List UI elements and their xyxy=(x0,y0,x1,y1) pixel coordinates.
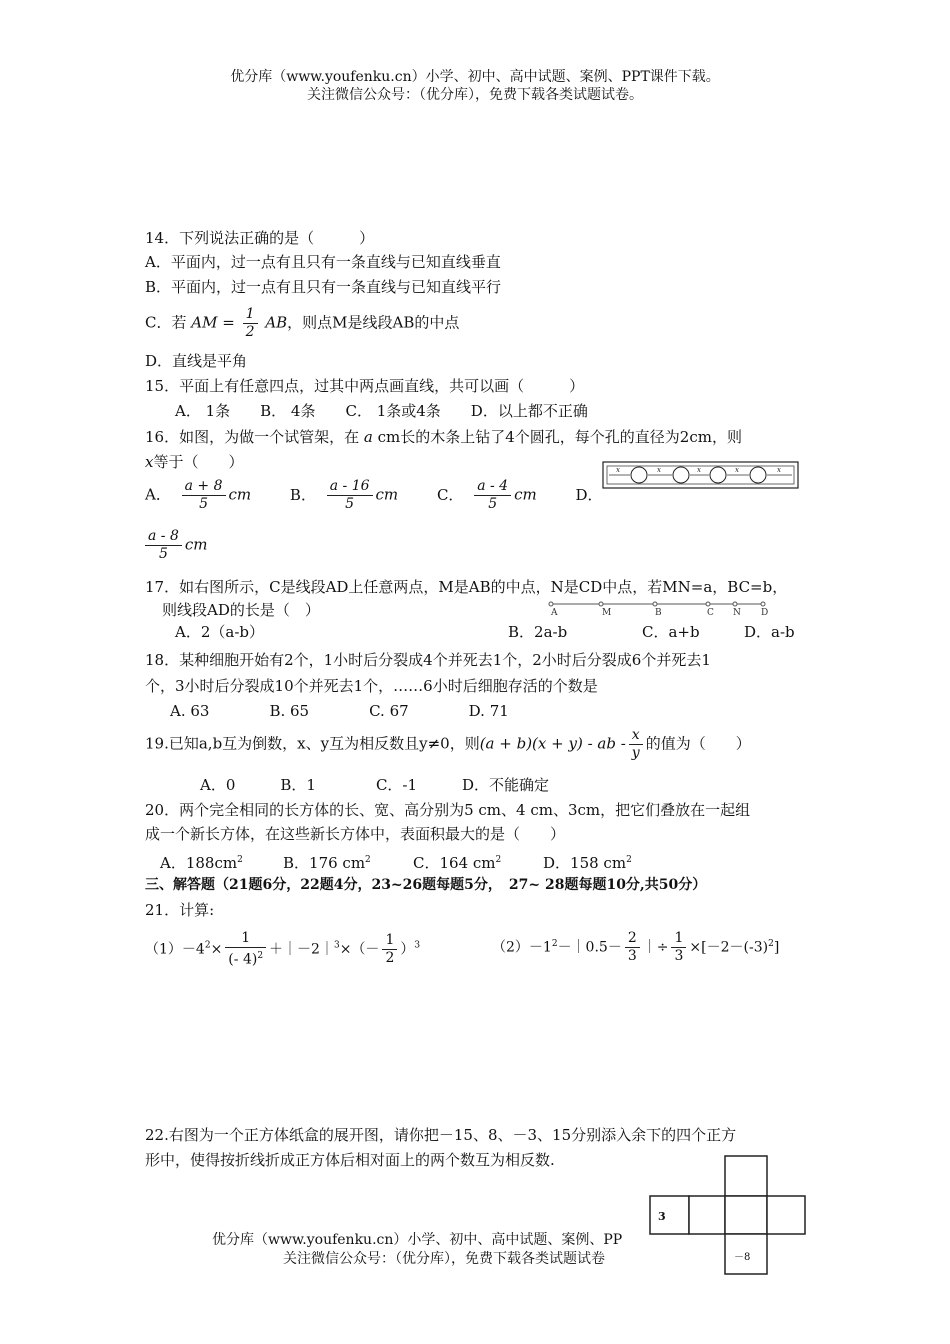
section-3-title: 三、解答题（21题6分，22题4分，23~26题每题5分， 27~ 28题每题10分,共50分） xyxy=(145,877,707,893)
q15-options: A． 1条 B． 4条 C． 1条或4条 D．以上都不正确 xyxy=(175,402,588,420)
q16-a-label: A． xyxy=(145,485,171,504)
q14-option-a: A．平面内，过一点有且只有一条直线与已知直线垂直 xyxy=(145,253,501,271)
q22-cube-net-figure xyxy=(648,1154,808,1278)
q16-d-frac: $\frac{a - 8}{5}$ xyxy=(145,528,182,563)
q21-part-2: $(2)-1^2-|0.5-$ $\frac{2}{3}$ ｜÷ $\frac{1}{3}$ $\times[-2-(-3)^2]$ xyxy=(492,930,780,964)
q20-option-b: B．176 $cm^2$ xyxy=(283,854,371,872)
q16-a-frac: $\frac{a + 8}{5}$ xyxy=(182,478,226,513)
q21-part-1: $(1)-4^2\times$ $\frac{1}{(- 4)^2}$ ＋｜－2｜$^3$×（－ $\frac{1}{2}$ ）$^3$ xyxy=(145,930,421,968)
q20-option-d: D．158 $cm^2$ xyxy=(543,854,632,872)
q14-stem: 14．下列说法正确的是（ ） xyxy=(145,229,375,247)
q19-options: A．0 B．1 C．-1 D．不能确定 xyxy=(200,776,550,794)
q16-d-label: D． xyxy=(575,485,603,504)
cube-cell-3: 3 xyxy=(658,1210,666,1223)
q22-stem: 22.右图为一个正方体纸盒的展开图，请你把－15、8、－3、15分别添入余下的四个正方 xyxy=(145,1126,737,1144)
svg-text:x: x xyxy=(777,466,781,474)
header-line-1: 优分库（www.youfenku.cn）小学、初中、高中试题、案例、PPT课件下载。 xyxy=(230,69,720,85)
q14-c-fraction: $\frac{1}{2}$ xyxy=(243,306,258,341)
q20-stem: 20．两个完全相同的长方体的长、宽、高分别为5 cm、4 cm、3cm，把它们叠放在一起组 xyxy=(145,801,751,819)
q16-c-frac: $\frac{a - 4}{5}$ xyxy=(474,478,511,513)
point-b: B xyxy=(655,608,662,617)
cube-cell-neg8: －8 xyxy=(734,1252,751,1263)
point-a: A xyxy=(551,608,558,617)
q16-options: A． $\frac{a + 8}{5}$ cm B． $\frac{a - 16}{5}$ cm C． $\frac{a - 4}{5}$ cm D． xyxy=(145,478,603,512)
q16-option-d: $\frac{a - 8}{5}$ cm xyxy=(145,528,208,563)
q17-segment-figure xyxy=(545,599,770,617)
q19-expression: (a + b)(x + y) - ab - xyxy=(479,734,626,753)
q15-stem: 15．平面上有任意四点，过其中两点画直线，共可以画（ ） xyxy=(145,377,585,395)
q14-option-d: D．直线是平角 xyxy=(145,352,248,370)
point-n: N xyxy=(733,608,741,617)
q20-option-a: A．$188cm^2$ xyxy=(160,854,243,872)
q18-stem-2: 个，3小时后分裂成10个并死去1个，……6小时后细胞存活的个数是 xyxy=(145,677,598,695)
q17-stem: 17．如右图所示，C是线段AD上任意两点，M是AB的中点，N是CD中点，若MN=a，BC=b， xyxy=(145,578,788,596)
svg-text:x: x xyxy=(657,466,661,474)
q16-c-label: C． xyxy=(436,485,464,504)
q17-option-b: B．2a-b xyxy=(508,623,568,641)
q14-option-b: B．平面内，过一点有且只有一条直线与已知直线平行 xyxy=(145,278,502,296)
q16-test-tube-rack-figure xyxy=(602,459,800,491)
q14-c-prefix: C．若 xyxy=(145,313,187,332)
hole-1 xyxy=(631,467,647,483)
point-d: D xyxy=(761,608,769,617)
q19-stem: 19.已知a,b互为倒数，x、y互为相反数且y≠0，则(a + b)(x + y) - ab - $\frac{x}{y}$ 的值为（ ） xyxy=(145,727,751,761)
header-line-2: 关注微信公众号：（优分库），免费下载各类试题试卷。 xyxy=(307,87,643,103)
q17-option-d: D．a-b xyxy=(744,623,795,641)
svg-text:x: x xyxy=(697,466,701,474)
q20-option-c: C．164 $cm^2$ xyxy=(413,854,502,872)
q16-stem: 16．如图，为做一个试管架，在 a cm长的木条上钻了4个圆孔，每个孔的直径为2cm，则 xyxy=(145,428,742,446)
hole-3 xyxy=(710,467,726,483)
q18-options: A. 63 B. 65 C. 67 D. 71 xyxy=(170,702,509,720)
q16-b-frac: $\frac{a - 16}{5}$ xyxy=(327,478,373,513)
q14-c-eq: = xyxy=(222,313,235,332)
q17-option-c: C．a+b xyxy=(642,623,700,641)
q17-option-a: A．2（a-b） xyxy=(175,623,264,641)
point-m: M xyxy=(602,608,612,617)
q21-stem: 21．计算: xyxy=(145,901,215,919)
point-c: C xyxy=(707,608,714,617)
q20-stem-2: 成一个新长方体，在这些新长方体中，表面积最大的是（ ） xyxy=(145,825,566,843)
hole-2 xyxy=(673,467,689,483)
svg-text:x: x xyxy=(616,466,620,474)
q14-c-ab: AB xyxy=(265,313,288,332)
hole-4 xyxy=(750,467,766,483)
q14-c-am: AM xyxy=(191,313,218,332)
q22-stem-2: 形中，使得按折线折成正方体后相对面上的两个数互为相反数. xyxy=(145,1151,555,1169)
q19-fraction: $\frac{x}{y}$ xyxy=(629,727,643,762)
q14-c-suffix: ，则点M是线段AB的中点 xyxy=(287,313,460,332)
svg-text:x: x xyxy=(735,466,739,474)
q17-stem-2: 则线段AD的长是（ ） xyxy=(162,601,320,619)
q14-option-c xyxy=(145,306,459,341)
q16-stem-2: x等于（ ） xyxy=(145,453,244,471)
q16-b-label: B． xyxy=(289,485,316,504)
footer-line-1: 优分库（www.youfenku.cn）小学、初中、高中试题、案例、PP xyxy=(212,1232,623,1248)
footer-line-2: 关注微信公众号：（优分库），免费下载各类试题试卷 xyxy=(283,1251,605,1267)
q18-stem: 18．某种细胞开始有2个，1小时后分裂成4个并死去1个，2小时后分裂成6个并死去1 xyxy=(145,651,711,669)
